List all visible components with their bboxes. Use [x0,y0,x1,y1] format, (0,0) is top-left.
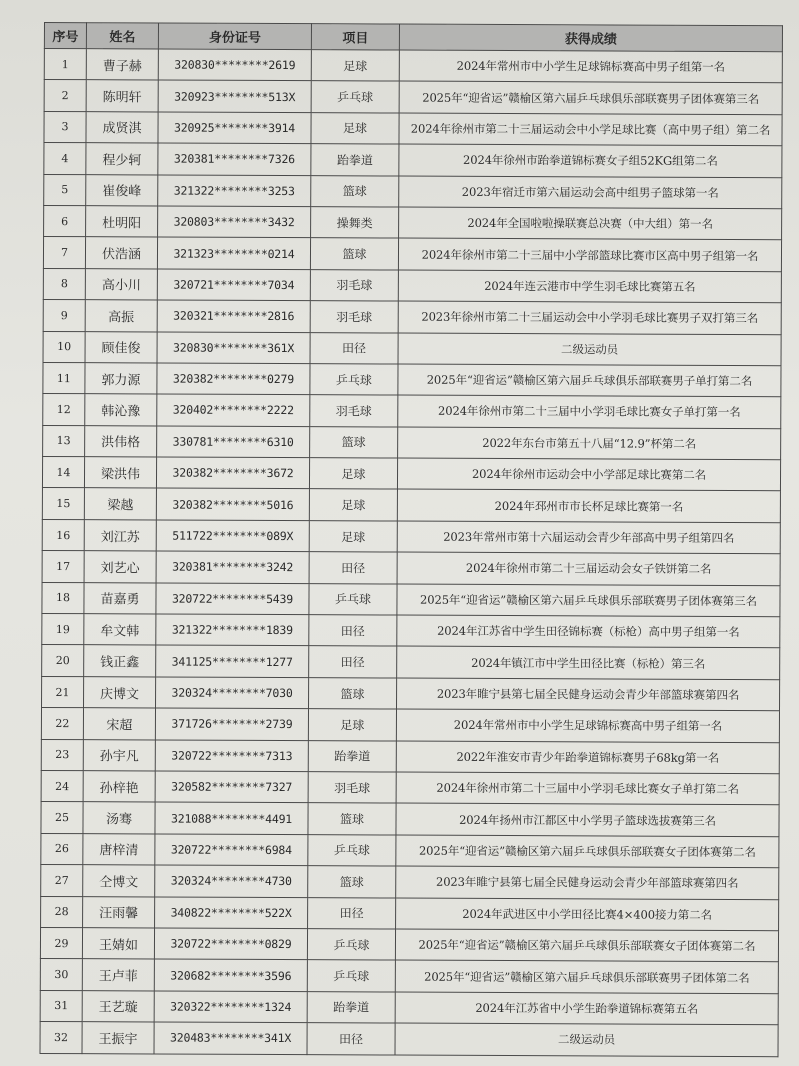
id-number-cell: 511722********089X [156,520,309,552]
id-number-cell: 320382********0279 [157,363,310,395]
sport-event-cell: 田径 [307,1023,395,1055]
achievement-cell: 2023年徐州市第二十三届运动会中小学羽毛球比赛男子双打第三名 [398,301,781,334]
table-row [40,1022,778,1057]
row-number-cell: 21 [42,676,84,708]
id-number-cell: 320830********361X [157,332,310,364]
student-name-cell: 陈明轩 [86,80,158,112]
header-no: 序号 [44,23,86,49]
table-row [42,614,780,649]
achievement-cell: 2022年淮安市青少年跆拳道锦标赛男子68kg第一名 [396,741,779,774]
id-number-cell: 341125********1277 [156,645,309,677]
table-row [42,519,780,554]
sport-event-cell: 篮球 [308,803,396,835]
id-number-cell: 320682********3596 [154,959,307,991]
table-row [42,551,780,586]
student-name-cell: 宋超 [83,708,155,740]
id-number-cell: 320483********341X [154,1022,307,1054]
achievement-cell: 2025年“迎省运”赣榆区第六届乒乓球俱乐部联赛男子团体赛第三名 [399,81,782,114]
achievement-cell: 2024年镇江市中学生田径比赛（标枪）第三名 [397,646,780,679]
row-number-cell: 2 [44,80,86,112]
achievement-cell: 2024年徐州市第二十三届中小学羽毛球比赛女子单打第一名 [398,395,781,428]
sport-event-cell: 乒乓球 [307,929,395,961]
id-number-cell: 320321********2816 [157,300,310,332]
id-number-cell: 321322********3253 [158,175,311,207]
achievement-cell: 二级运动员 [398,333,781,366]
table-row [44,205,782,240]
id-number-cell: 320381********3242 [156,551,309,583]
row-number-cell: 11 [43,362,85,394]
student-name-cell: 刘江苏 [84,520,156,552]
student-name-cell: 曹子赫 [86,49,158,81]
sport-event-cell: 足球 [309,458,397,490]
row-number-cell: 5 [44,174,86,206]
table-header-row [44,23,782,52]
student-name-cell: 高小川 [85,268,157,300]
row-number-cell: 12 [43,394,85,426]
sport-event-cell: 篮球 [310,238,398,270]
id-number-cell: 321322********1839 [156,614,309,646]
table-row [40,959,778,994]
sport-event-cell: 羽毛球 [310,301,398,333]
achievement-cell: 2024年全国啦啦操联赛总决赛（中大组）第一名 [399,207,782,240]
student-name-cell: 程少轲 [86,143,158,175]
row-number-cell: 27 [41,865,83,897]
row-number-cell: 23 [41,739,83,771]
student-name-cell: 成贤淇 [86,111,158,143]
achievement-cell: 2024年徐州市运动会中小学部足球比赛第二名 [397,458,780,491]
sport-event-cell: 乒乓球 [307,960,395,992]
row-number-cell: 24 [41,770,83,802]
student-name-cell: 郭力源 [85,363,157,395]
student-name-cell: 汪雨馨 [83,896,155,928]
id-number-cell: 320803********3432 [158,206,311,238]
student-name-cell: 王振宇 [82,1022,154,1054]
sport-event-cell: 足球 [311,50,399,82]
sport-event-cell: 跆拳道 [311,144,399,176]
student-name-cell: 庆博文 [84,676,156,708]
row-number-cell: 7 [43,237,85,269]
row-number-cell: 20 [42,645,84,677]
row-number-cell: 18 [42,582,84,614]
table-row [41,708,779,743]
row-number-cell: 32 [40,1022,82,1054]
id-number-cell: 320722********6984 [155,834,308,866]
sport-event-cell: 田径 [308,897,396,929]
row-number-cell: 15 [42,488,84,520]
row-number-cell: 19 [42,614,84,646]
table-row [43,394,781,429]
sport-event-cell: 篮球 [309,677,397,709]
sport-event-cell: 篮球 [310,426,398,458]
athlete-roster-table [39,22,782,1057]
sport-event-cell: 田径 [309,552,397,584]
achievement-cell: 2023年睢宁县第七届全民健身运动会青少年部篮球赛第四名 [397,678,780,711]
sport-event-cell: 羽毛球 [310,395,398,427]
row-number-cell: 10 [43,331,85,363]
student-name-cell: 孙梓艳 [83,771,155,803]
table-row [42,582,780,617]
student-name-cell: 牟文韩 [84,614,156,646]
student-name-cell: 崔俊峰 [86,174,158,206]
achievement-cell: 2024年邳州市市长杯足球比赛第一名 [397,490,780,523]
table-row [40,990,778,1025]
sport-event-cell: 羽毛球 [308,772,396,804]
table-row [41,739,779,774]
student-name-cell: 汤骞 [83,802,155,834]
table-row [43,425,781,460]
row-number-cell: 26 [41,833,83,865]
table-row [41,802,779,837]
id-number-cell: 320582********7327 [155,771,308,803]
table-row [42,488,780,523]
achievement-cell: 2024年江苏省中小学生跆拳道锦标赛第五名 [395,992,778,1025]
table-row [41,865,779,900]
table-row [43,362,781,397]
achievement-cell: 2024年连云港市中学生羽毛球比赛第五名 [398,270,781,303]
id-number-cell: 320382********3672 [156,457,309,489]
id-number-cell: 321088********4491 [155,802,308,834]
table-row [43,300,781,335]
row-number-cell: 31 [40,990,82,1022]
row-number-cell: 16 [42,519,84,551]
id-number-cell: 320722********0829 [154,928,307,960]
student-name-cell: 洪伟格 [85,425,157,457]
achievement-cell: 2025年“迎省运”赣榆区第六届乒乓球俱乐部联赛女子团体赛第二名 [395,929,778,962]
student-name-cell: 王艺璇 [82,990,154,1022]
table-row [42,457,780,492]
table-row [43,237,781,272]
achievement-cell: 2023年常州市第十六届运动会青少年部高中男子组第四名 [397,521,780,554]
achievement-cell: 2024年徐州市第二十三届运动会中小学足球比赛（高中男子组）第二名 [399,113,782,146]
id-number-cell: 320925********3914 [158,112,311,144]
header-result: 获得成绩 [399,24,782,52]
achievement-cell: 2024年徐州市第二十三届中小学羽毛球比赛女子单打第二名 [396,772,779,805]
table-row [43,331,781,366]
sport-event-cell: 乒乓球 [311,81,399,113]
student-name-cell: 梁越 [84,488,156,520]
row-number-cell: 3 [44,111,86,143]
achievement-cell: 2023年睢宁县第七届全民健身运动会青少年部篮球赛第四名 [396,866,779,899]
table-row [41,833,779,868]
sport-event-cell: 乒乓球 [309,583,397,615]
table-body [40,49,782,1057]
table-row [41,896,779,931]
student-name-cell: 高振 [85,300,157,332]
id-number-cell: 320923********513X [158,80,311,112]
achievement-cell: 2024年徐州市第二十三届运动会女子铁饼第二名 [397,552,780,585]
row-number-cell: 28 [41,896,83,928]
student-name-cell: 顾佳俊 [85,331,157,363]
achievement-cell: 2025年“迎省运”赣榆区第六届乒乓球俱乐部联赛男子单打第二名 [398,364,781,397]
achievement-cell: 2024年江苏省中学生田径锦标赛（标枪）高中男子组第一名 [397,615,780,648]
student-name-cell: 王婧如 [82,928,154,960]
row-number-cell: 25 [41,802,83,834]
achievement-cell: 2023年宿迁市第六届运动会高中组男子篮球第一名 [399,176,782,209]
table-row [44,174,782,209]
sport-event-cell: 篮球 [308,866,396,898]
sport-event-cell: 操舞类 [311,207,399,239]
achievement-cell: 2025年“迎省运”赣榆区第六届乒乓球俱乐部联赛女子团体赛第二名 [396,835,779,868]
student-name-cell: 孙宇凡 [83,739,155,771]
id-number-cell: 321323********0214 [157,237,310,269]
row-number-cell: 6 [44,205,86,237]
achievement-cell: 2025年“迎省运”赣榆区第六届乒乓球俱乐部联赛男子团体赛第三名 [397,584,780,617]
student-name-cell: 仝博文 [83,865,155,897]
table-row [42,676,780,711]
id-number-cell: 330781********6310 [157,426,310,458]
student-name-cell: 伏浩涵 [85,237,157,269]
sport-event-cell: 跆拳道 [308,740,396,772]
table-row [42,645,780,680]
achievement-cell: 二级运动员 [395,1023,778,1056]
id-number-cell: 320830********2619 [158,49,311,81]
row-number-cell: 22 [41,708,83,740]
row-number-cell: 29 [40,927,82,959]
id-number-cell: 320322********1324 [154,991,307,1023]
row-number-cell: 30 [40,959,82,991]
table-row [41,770,779,805]
table-row [44,143,782,178]
id-number-cell: 320721********7034 [157,269,310,301]
achievement-cell: 2024年武进区中小学田径比赛4×400接力第二名 [396,898,779,931]
row-number-cell: 8 [43,268,85,300]
id-number-cell: 340822********522X [155,897,308,929]
id-number-cell: 320402********2222 [157,394,310,426]
id-number-cell: 371726********2739 [155,708,308,740]
student-name-cell: 韩沁豫 [85,394,157,426]
student-name-cell: 钱正鑫 [84,645,156,677]
student-name-cell: 刘艺心 [84,551,156,583]
sport-event-cell: 乒乓球 [308,834,396,866]
id-number-cell: 320381********7326 [158,143,311,175]
id-number-cell: 320382********5016 [156,488,309,520]
table-row [43,268,781,303]
sport-event-cell: 跆拳道 [307,991,395,1023]
id-number-cell: 320722********5439 [156,583,309,615]
row-number-cell: 13 [43,425,85,457]
row-number-cell: 14 [42,457,84,489]
table-row [44,49,782,84]
achievement-cell: 2024年扬州市江都区中小学男子篮球选拔赛第三名 [396,803,779,836]
sport-event-cell: 乒乓球 [310,364,398,396]
student-name-cell: 王卢菲 [82,959,154,991]
row-number-cell: 4 [44,143,86,175]
sport-event-cell: 羽毛球 [310,269,398,301]
sport-event-cell: 田径 [309,646,397,678]
sport-event-cell: 足球 [309,521,397,553]
table-row [44,80,782,115]
sport-event-cell: 田径 [310,332,398,364]
sport-event-cell: 足球 [309,489,397,521]
header-id: 身份证号 [158,23,311,50]
sport-event-cell: 足球 [311,112,399,144]
sport-event-cell: 足球 [308,709,396,741]
id-number-cell: 320324********7030 [156,677,309,709]
header-sport: 项目 [311,24,399,50]
row-number-cell: 9 [43,300,85,332]
achievement-cell: 2024年常州市中小学生足球锦标赛高中男子组第一名 [399,50,782,83]
row-number-cell: 17 [42,551,84,583]
table-row [40,927,778,962]
sport-event-cell: 田径 [309,615,397,647]
id-number-cell: 320324********4730 [155,865,308,897]
achievement-cell: 2024年徐州市跆拳道锦标赛女子组52KG组第二名 [399,144,782,177]
student-name-cell: 杜明阳 [86,206,158,238]
student-name-cell: 唐梓清 [83,833,155,865]
header-name: 姓名 [86,23,158,49]
achievement-cell: 2024年徐州市第二十三届中小学部篮球比赛市区高中男子组第一名 [398,238,781,271]
achievement-cell: 2024年常州市中小学生足球锦标赛高中男子组第一名 [396,709,779,742]
id-number-cell: 320722********7313 [155,740,308,772]
row-number-cell: 1 [44,49,86,81]
achievement-cell: 2022年东台市第五十八届“12.9”杯第二名 [398,427,781,460]
table-row [44,111,782,146]
student-name-cell: 苗嘉勇 [84,582,156,614]
sport-event-cell: 篮球 [311,175,399,207]
student-name-cell: 梁洪伟 [84,457,156,489]
achievement-cell: 2025年“迎省运”赣榆区第六届乒乓球俱乐部联赛男子团体第二名 [395,960,778,993]
